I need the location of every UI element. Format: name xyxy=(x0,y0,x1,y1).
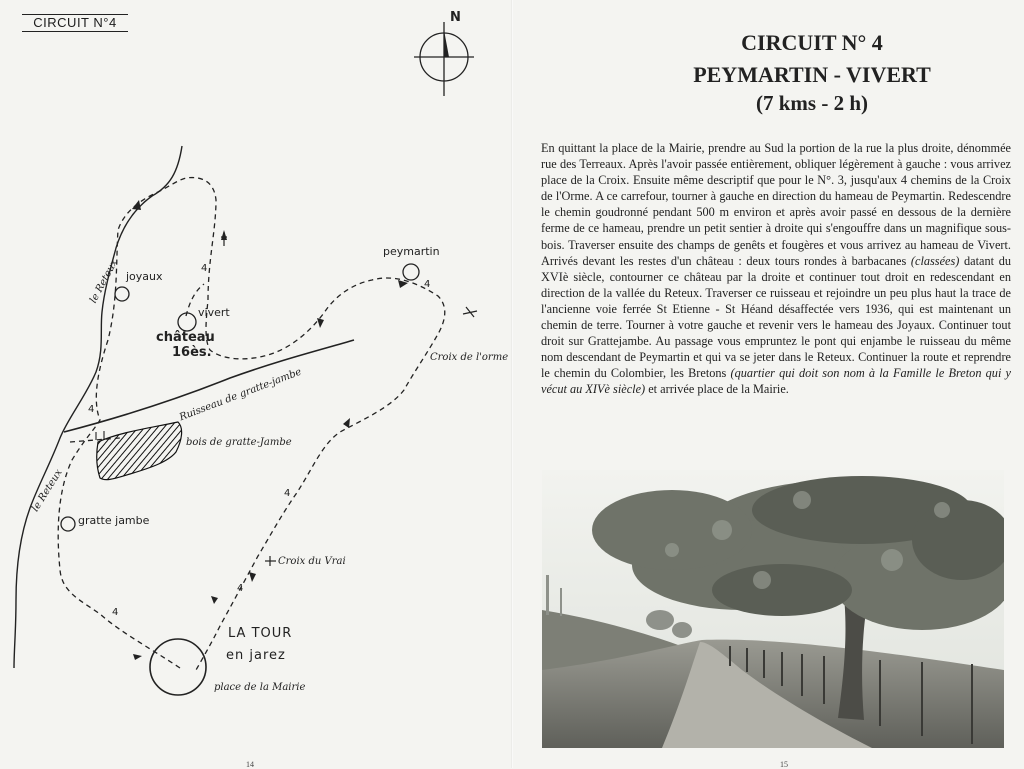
description-part-1: En quittant la place de la Mairie, prendre au Sud la portion de la rue la plus droite, dénommée rue des Terreaux. Après l'avoir passée entièrement, obliquer légèrement à gauche : vous arrivez place de la Croix. Ensuite même descriptif que pour le N°. 3, jusqu'aux 4 chemins de la Croix de l'Orme. A ce carrefour, tourner à gauche en direction du hameau de Peymartin. Redescendre le chemin goudronné pendant 500 m environ et après avoir passé en dessous de la dernière ferme de ce hameau, prendre un petit sentier à droite qui s'engouffre dans un magnifique sous-bois. Traverser ensuite des champs de genêts et fougères et vous arrivez au hameau de Vivert. Arrivés devant les restes d'un château : deux tours rondes à barbacanes xyxy=(541,141,1011,268)
label-chateau-century: 16ès. xyxy=(172,345,212,360)
route-description xyxy=(541,140,1011,398)
route-title: PEYMARTIN - VIVERT xyxy=(693,62,931,87)
path-photograph xyxy=(542,470,1004,748)
label-la-tour: LA TOUR xyxy=(228,626,293,641)
gratte-jambe-marker xyxy=(61,517,75,531)
label-joyaux: joyaux xyxy=(126,270,163,283)
route-marker: 4 xyxy=(88,404,95,415)
bridge-icon xyxy=(96,431,104,440)
circuit-title: CIRCUIT N° 4 xyxy=(741,30,883,55)
label-place-mairie: place de la Mairie xyxy=(214,682,306,693)
page-number-left: 14 xyxy=(246,760,254,769)
label-en-jarez: en jarez xyxy=(226,648,286,663)
compass-icon xyxy=(414,22,474,96)
label-stream: Ruisseau de gratte-jambe xyxy=(178,366,304,424)
reteux-river xyxy=(14,146,182,668)
description-emphasis-1: (classées) xyxy=(910,253,960,268)
label-chateau: château xyxy=(156,330,215,345)
label-gratte-jambe: gratte jambe xyxy=(78,514,150,527)
circuit-tag: CIRCUIT N°4 xyxy=(22,14,128,32)
cross-icon xyxy=(221,232,477,566)
route-marker: 4 xyxy=(237,583,244,594)
description-emphasis-2: (quartier qui doit son nom à la Famille le Breton qui y vécut au XIVè siècle) xyxy=(541,366,1012,397)
label-peymartin: peymartin xyxy=(383,245,440,258)
right-page xyxy=(512,0,1024,768)
page-number-right: 15 xyxy=(780,760,788,769)
route-marker: 4 xyxy=(424,279,431,290)
label-vivert: vivert xyxy=(198,306,230,319)
vivert-marker xyxy=(178,313,196,331)
compass-north-label: N xyxy=(450,10,461,25)
description-part-2: datant du XVIè siècle, contourner ce château par la droite et continuer tout droit en redescendant en direction de la vallée du Reteux. Traverser ce ruisseau et rejoindre un peu plus haut la trace de l'ancienne voie ferrée St Etienne - St Héand désaffectée vers 1936, qui est maintenant un chemin de terre. Tourner à votre gauche et revenir vers le hameau des Joyaux. Continuer tout droit sur Grattejambe. Au passage vous empruntez le pont qui enjambe le ruisseau du même nom descendant de Peymartin et qui va se jeter dans le Reteux. Continuer la route et reprendre le chemin du Colombier, les Bretons xyxy=(541,253,1011,381)
wood-area xyxy=(97,422,182,480)
label-reteux-upper: le Reteux xyxy=(88,257,121,306)
label-croix-orme: Croix de l'orme xyxy=(430,352,509,363)
joyaux-marker xyxy=(115,287,129,301)
route-marker: 4 xyxy=(201,263,208,274)
label-croix-vrai: Croix du Vrai xyxy=(278,556,346,567)
label-reteux-lower: le Reteux xyxy=(30,467,65,514)
label-bois: bois de gratte-Jambe xyxy=(186,437,292,448)
route-marker: 4 xyxy=(284,488,291,499)
description-part-3: et arrivée place de la Mairie. xyxy=(645,382,789,397)
route-marker: 4 xyxy=(112,607,119,618)
peymartin-marker xyxy=(403,264,419,280)
route-distance: (7 kms - 2 h) xyxy=(755,91,868,115)
left-page xyxy=(0,0,512,768)
